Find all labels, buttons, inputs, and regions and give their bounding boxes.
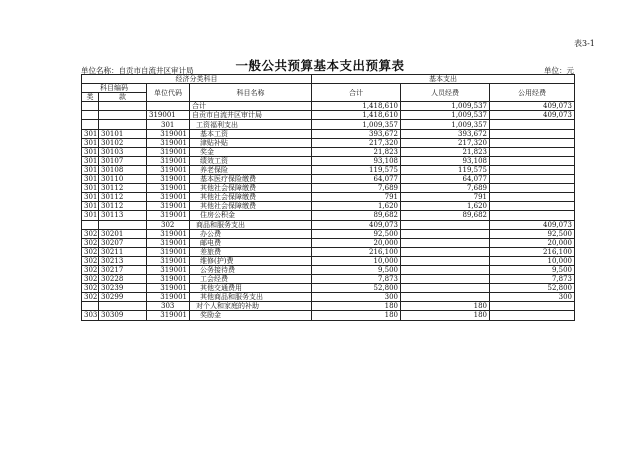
cell-item: 30108 <box>99 165 147 174</box>
cell-public: 409,073 <box>490 111 575 120</box>
cell-subject-name: 办公费 <box>190 229 312 238</box>
table-row <box>82 211 575 220</box>
cell-item: 30309 <box>99 311 147 320</box>
cell-unit-code: 302 <box>147 220 190 229</box>
cell-total: 393,672 <box>312 129 401 138</box>
cell-item <box>99 302 147 311</box>
cell-public: 409,073 <box>490 102 575 111</box>
cell-item: 30211 <box>99 247 147 256</box>
cell-class: 301 <box>82 165 99 174</box>
cell-total: 300 <box>312 293 401 302</box>
cell-class: 301 <box>82 156 99 165</box>
table-row <box>82 138 575 147</box>
table-row <box>82 275 575 284</box>
header-public: 公用经费 <box>490 84 575 102</box>
table-row <box>82 156 575 165</box>
cell-total: 7,873 <box>312 275 401 284</box>
cell-class: 302 <box>82 238 99 247</box>
cell-unit-code: 319001 <box>147 129 190 138</box>
header-unit-code: 单位代码 <box>147 84 190 102</box>
table-row <box>82 193 575 202</box>
cell-unit-code: 319001 <box>147 275 190 284</box>
cell-item: 30207 <box>99 238 147 247</box>
cell-personnel <box>401 293 490 302</box>
cell-total: 217,320 <box>312 138 401 147</box>
cell-personnel <box>401 229 490 238</box>
cell-item: 30112 <box>99 193 147 202</box>
cell-personnel <box>401 256 490 265</box>
cell-unit-code: 319001 <box>147 111 190 120</box>
header-subject-code: 科目编码 <box>82 84 147 93</box>
cell-personnel: 21,823 <box>401 147 490 156</box>
cell-item: 30299 <box>99 293 147 302</box>
cell-class <box>82 120 99 129</box>
cell-public <box>490 184 575 193</box>
cell-personnel: 1,009,357 <box>401 120 490 129</box>
cell-personnel: 119,575 <box>401 165 490 174</box>
cell-unit-code: 319001 <box>147 256 190 265</box>
cell-class <box>82 102 99 111</box>
header-item: 款 <box>99 93 147 102</box>
table-row <box>82 311 575 320</box>
table-number: 表3-1 <box>574 39 595 48</box>
cell-class: 301 <box>82 138 99 147</box>
cell-class: 302 <box>82 265 99 274</box>
cell-total: 180 <box>312 302 401 311</box>
cell-item <box>99 102 147 111</box>
cell-subject-name: 奖金 <box>190 147 312 156</box>
cell-subject-name: 工会经费 <box>190 275 312 284</box>
cell-public <box>490 129 575 138</box>
table-row <box>82 293 575 302</box>
cell-total: 52,800 <box>312 284 401 293</box>
cell-class: 303 <box>82 311 99 320</box>
cell-public <box>490 211 575 220</box>
cell-total: 9,500 <box>312 265 401 274</box>
cell-subject-name: 自贡市自流井区审计局 <box>190 111 312 120</box>
header-row-2 <box>82 84 575 93</box>
unit-name-label: 单位名称：自贡市自流井区审计局 <box>81 66 194 75</box>
cell-class: 301 <box>82 147 99 156</box>
cell-class <box>82 220 99 229</box>
cell-class: 302 <box>82 247 99 256</box>
cell-total: 64,077 <box>312 175 401 184</box>
cell-personnel <box>401 238 490 247</box>
cell-total: 92,500 <box>312 229 401 238</box>
cell-total: 7,689 <box>312 184 401 193</box>
cell-unit-code <box>147 102 190 111</box>
cell-class <box>82 111 99 120</box>
cell-personnel: 393,672 <box>401 129 490 138</box>
cell-total: 89,682 <box>312 211 401 220</box>
cell-item: 30112 <box>99 202 147 211</box>
cell-item: 30103 <box>99 147 147 156</box>
cell-personnel <box>401 265 490 274</box>
cell-personnel <box>401 275 490 284</box>
cell-public: 10,000 <box>490 256 575 265</box>
cell-subject-name: 其他交通费用 <box>190 284 312 293</box>
header-personnel: 人员经费 <box>401 84 490 102</box>
cell-public <box>490 138 575 147</box>
cell-total: 1,620 <box>312 202 401 211</box>
cell-personnel <box>401 220 490 229</box>
cell-subject-name: 养老保险 <box>190 165 312 174</box>
cell-item <box>99 220 147 229</box>
currency-unit-label: 单位：元 <box>544 66 574 75</box>
cell-personnel: 180 <box>401 311 490 320</box>
header-subject-name: 科目名称 <box>190 84 312 102</box>
cell-subject-name: 其他商品和服务支出 <box>190 293 312 302</box>
cell-subject-name: 工资福利支出 <box>190 120 312 129</box>
cell-total: 180 <box>312 311 401 320</box>
cell-unit-code: 319001 <box>147 175 190 184</box>
cell-unit-code: 319001 <box>147 265 190 274</box>
cell-public: 9,500 <box>490 265 575 274</box>
cell-total: 216,100 <box>312 247 401 256</box>
cell-subject-name: 其他社会保障缴费 <box>190 184 312 193</box>
cell-public <box>490 165 575 174</box>
cell-total: 1,418,610 <box>312 102 401 111</box>
cell-public: 20,000 <box>490 238 575 247</box>
table-row <box>82 147 575 156</box>
cell-public <box>490 156 575 165</box>
table-row <box>82 129 575 138</box>
table-row <box>82 265 575 274</box>
cell-unit-code: 303 <box>147 302 190 311</box>
cell-total: 1,418,610 <box>312 111 401 120</box>
cell-item: 30101 <box>99 129 147 138</box>
table-row <box>82 175 575 184</box>
header-econ-class: 经济分类科目 <box>82 75 312 84</box>
cell-class: 301 <box>82 129 99 138</box>
cell-public: 92,500 <box>490 229 575 238</box>
cell-public <box>490 147 575 156</box>
cell-public <box>490 202 575 211</box>
cell-total: 21,823 <box>312 147 401 156</box>
header-class: 类 <box>82 93 99 102</box>
table-row <box>82 302 575 311</box>
cell-personnel: 180 <box>401 302 490 311</box>
cell-class <box>82 302 99 311</box>
cell-unit-code: 319001 <box>147 138 190 147</box>
header-basic-expense: 基本支出 <box>312 75 575 84</box>
cell-item: 30213 <box>99 256 147 265</box>
cell-unit-code: 319001 <box>147 202 190 211</box>
cell-personnel: 1,009,537 <box>401 102 490 111</box>
cell-class: 302 <box>82 229 99 238</box>
cell-public <box>490 175 575 184</box>
cell-class: 301 <box>82 184 99 193</box>
cell-class: 302 <box>82 293 99 302</box>
cell-class: 302 <box>82 275 99 284</box>
cell-item: 30102 <box>99 138 147 147</box>
table-row <box>82 238 575 247</box>
cell-item: 30217 <box>99 265 147 274</box>
cell-unit-code: 319001 <box>147 165 190 174</box>
table-row <box>82 247 575 256</box>
cell-unit-code: 319001 <box>147 184 190 193</box>
table-row <box>82 120 575 129</box>
cell-item <box>99 111 147 120</box>
cell-item: 30201 <box>99 229 147 238</box>
cell-unit-code: 319001 <box>147 238 190 247</box>
table-row <box>82 184 575 193</box>
cell-unit-code: 319001 <box>147 211 190 220</box>
cell-unit-code: 319001 <box>147 293 190 302</box>
cell-subject-name: 奖励金 <box>190 311 312 320</box>
cell-subject-name: 基本医疗保险缴费 <box>190 175 312 184</box>
table-row <box>82 202 575 211</box>
cell-class: 301 <box>82 211 99 220</box>
cell-public <box>490 302 575 311</box>
cell-unit-code: 319001 <box>147 147 190 156</box>
table-row <box>82 111 575 120</box>
cell-item: 30113 <box>99 211 147 220</box>
cell-total: 119,575 <box>312 165 401 174</box>
cell-class: 301 <box>82 193 99 202</box>
cell-class: 302 <box>82 256 99 265</box>
cell-total: 791 <box>312 193 401 202</box>
cell-personnel: 1,620 <box>401 202 490 211</box>
cell-item: 30228 <box>99 275 147 284</box>
cell-subject-name: 基本工资 <box>190 129 312 138</box>
header-total: 合计 <box>312 84 401 102</box>
header-row-1 <box>82 75 575 84</box>
cell-item <box>99 120 147 129</box>
cell-subject-name: 绩效工资 <box>190 156 312 165</box>
cell-total: 93,108 <box>312 156 401 165</box>
cell-subject-name: 差旅费 <box>190 247 312 256</box>
cell-unit-code: 319001 <box>147 156 190 165</box>
cell-unit-code: 319001 <box>147 284 190 293</box>
cell-public: 216,100 <box>490 247 575 256</box>
cell-public <box>490 311 575 320</box>
cell-item: 30110 <box>99 175 147 184</box>
cell-subject-name: 其他社会保障缴费 <box>190 193 312 202</box>
cell-subject-name: 对个人和家庭的补助 <box>190 302 312 311</box>
cell-total: 10,000 <box>312 256 401 265</box>
cell-subject-name: 公务接待费 <box>190 265 312 274</box>
cell-subject-name: 邮电费 <box>190 238 312 247</box>
budget-table <box>81 74 575 321</box>
cell-total: 409,073 <box>312 220 401 229</box>
cell-class: 301 <box>82 175 99 184</box>
cell-subject-name: 合计 <box>190 102 312 111</box>
cell-public: 52,800 <box>490 284 575 293</box>
table-row <box>82 256 575 265</box>
cell-total: 20,000 <box>312 238 401 247</box>
cell-personnel: 1,009,537 <box>401 111 490 120</box>
table-row <box>82 165 575 174</box>
cell-public <box>490 120 575 129</box>
cell-unit-code: 319001 <box>147 229 190 238</box>
cell-public: 300 <box>490 293 575 302</box>
cell-personnel: 89,682 <box>401 211 490 220</box>
cell-item: 30112 <box>99 184 147 193</box>
table-row <box>82 102 575 111</box>
cell-unit-code: 319001 <box>147 193 190 202</box>
cell-class: 302 <box>82 284 99 293</box>
page-title: 一般公共预算基本支出预算表 <box>235 58 405 73</box>
cell-subject-name: 其他社会保障缴费 <box>190 202 312 211</box>
cell-subject-name: 津贴补贴 <box>190 138 312 147</box>
cell-class: 301 <box>82 202 99 211</box>
cell-personnel: 93,108 <box>401 156 490 165</box>
cell-personnel <box>401 247 490 256</box>
cell-unit-code: 319001 <box>147 247 190 256</box>
table-row <box>82 229 575 238</box>
cell-public <box>490 193 575 202</box>
cell-personnel: 64,077 <box>401 175 490 184</box>
cell-public: 7,873 <box>490 275 575 284</box>
cell-unit-code: 319001 <box>147 311 190 320</box>
cell-subject-name: 维修(护)费 <box>190 256 312 265</box>
cell-total: 1,009,357 <box>312 120 401 129</box>
cell-subject-name: 住房公积金 <box>190 211 312 220</box>
cell-item: 30239 <box>99 284 147 293</box>
cell-personnel <box>401 284 490 293</box>
cell-public: 409,073 <box>490 220 575 229</box>
cell-item: 30107 <box>99 156 147 165</box>
table-row <box>82 220 575 229</box>
cell-personnel: 217,320 <box>401 138 490 147</box>
cell-personnel: 7,689 <box>401 184 490 193</box>
cell-subject-name: 商品和服务支出 <box>190 220 312 229</box>
cell-personnel: 791 <box>401 193 490 202</box>
cell-unit-code: 301 <box>147 120 190 129</box>
table-row <box>82 284 575 293</box>
